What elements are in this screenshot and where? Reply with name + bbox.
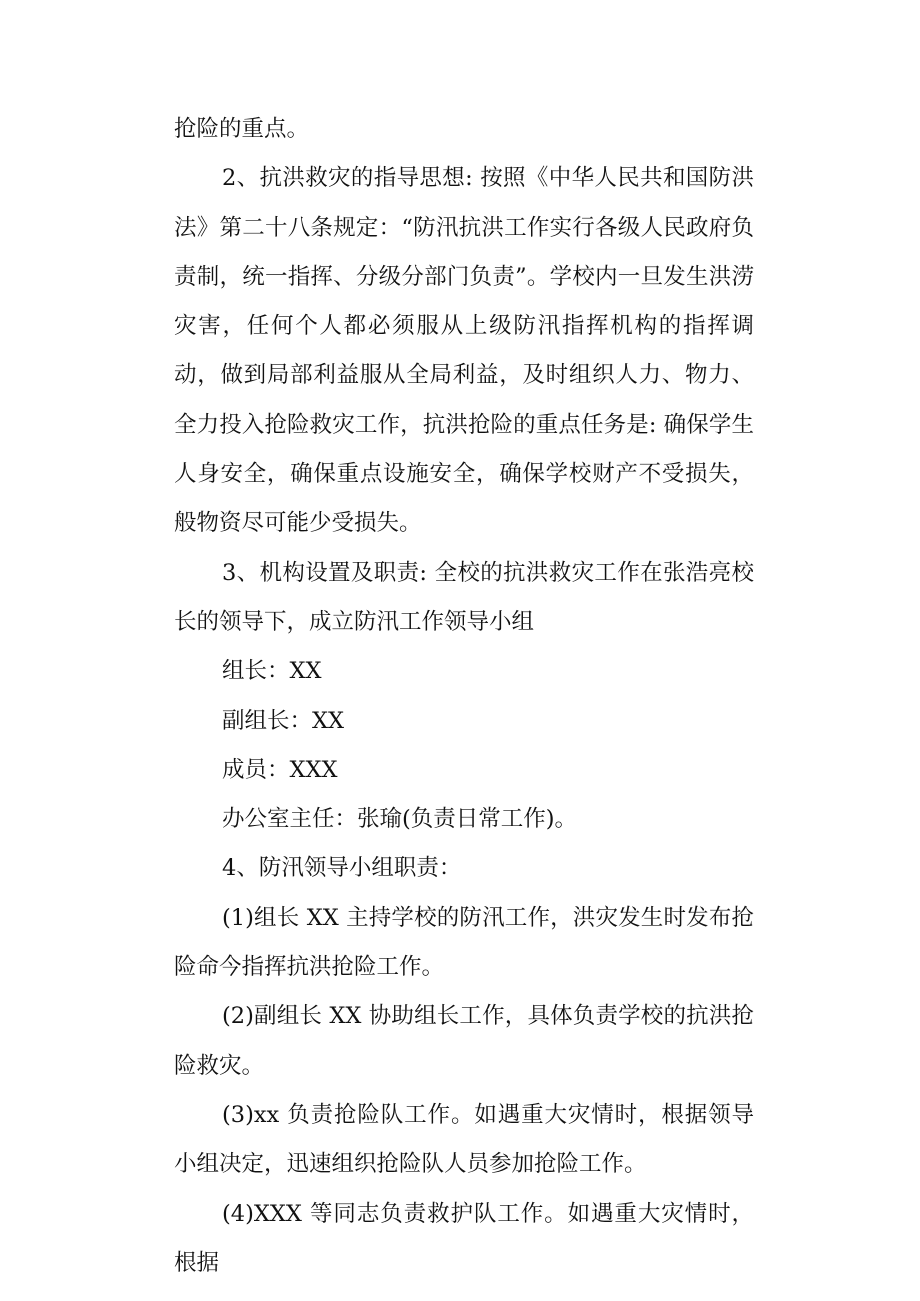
paragraph-guiding-principle: 2、抗洪救灾的指导思想: 按照《中华人民共和国防洪法》第二十八条规定：“防汛抗洪工作实行各级人民政府负责制，统一指挥、分级分部门负责”。学校内一旦发生洪涝灾害，任何个人都必须服从上级防汛指挥机构的指挥调动，做到局部利益服从全局利益，及时组织人力、物力、全力投入抢险救灾工作，抗洪抢险的重点任务是: 确保学生人身安全，确保重点设施安全，确保学校财产不受损失，般物资尽可能少受损失。 [174, 165, 754, 537]
member-leader: 组长：XX [222, 658, 322, 685]
member-office-director: 办公室主任：张瑜(负责日常工作)。 [222, 806, 578, 833]
heading-duties: 4、防汛领导小组职责： [222, 855, 462, 882]
duty-item-3: (3)xx 负责抢险队工作。如遇重大灾情时，根据领导小组决定，迅速组织抢险队人员参加抢险工作。 [174, 1101, 754, 1178]
member-deputy-leader: 副组长：XX [222, 707, 345, 734]
duty-item-4: (4)XXX 等同志负责救护队工作。如遇重大灾情时，根据 [174, 1200, 754, 1276]
duty-item-2: (2)副组长 XX 协助组长工作，具体负责学校的抗洪抢险救灾。 [174, 1003, 754, 1079]
duty-item-1: (1)组长 XX 主持学校的防汛工作，洪灾发生时发布抢险命今指挥抗洪抢险工作。 [174, 904, 754, 981]
paragraph-organization: 3、机构设置及职责: 全校的抗洪救灾工作在张浩亮校长的领导下，成立防汛工作领导小组 [174, 559, 754, 635]
paragraph-continuation: 抢险的重点。 [174, 116, 310, 142]
document-body [174, 105, 754, 1288]
member-members: 成员：XXX [222, 756, 338, 783]
